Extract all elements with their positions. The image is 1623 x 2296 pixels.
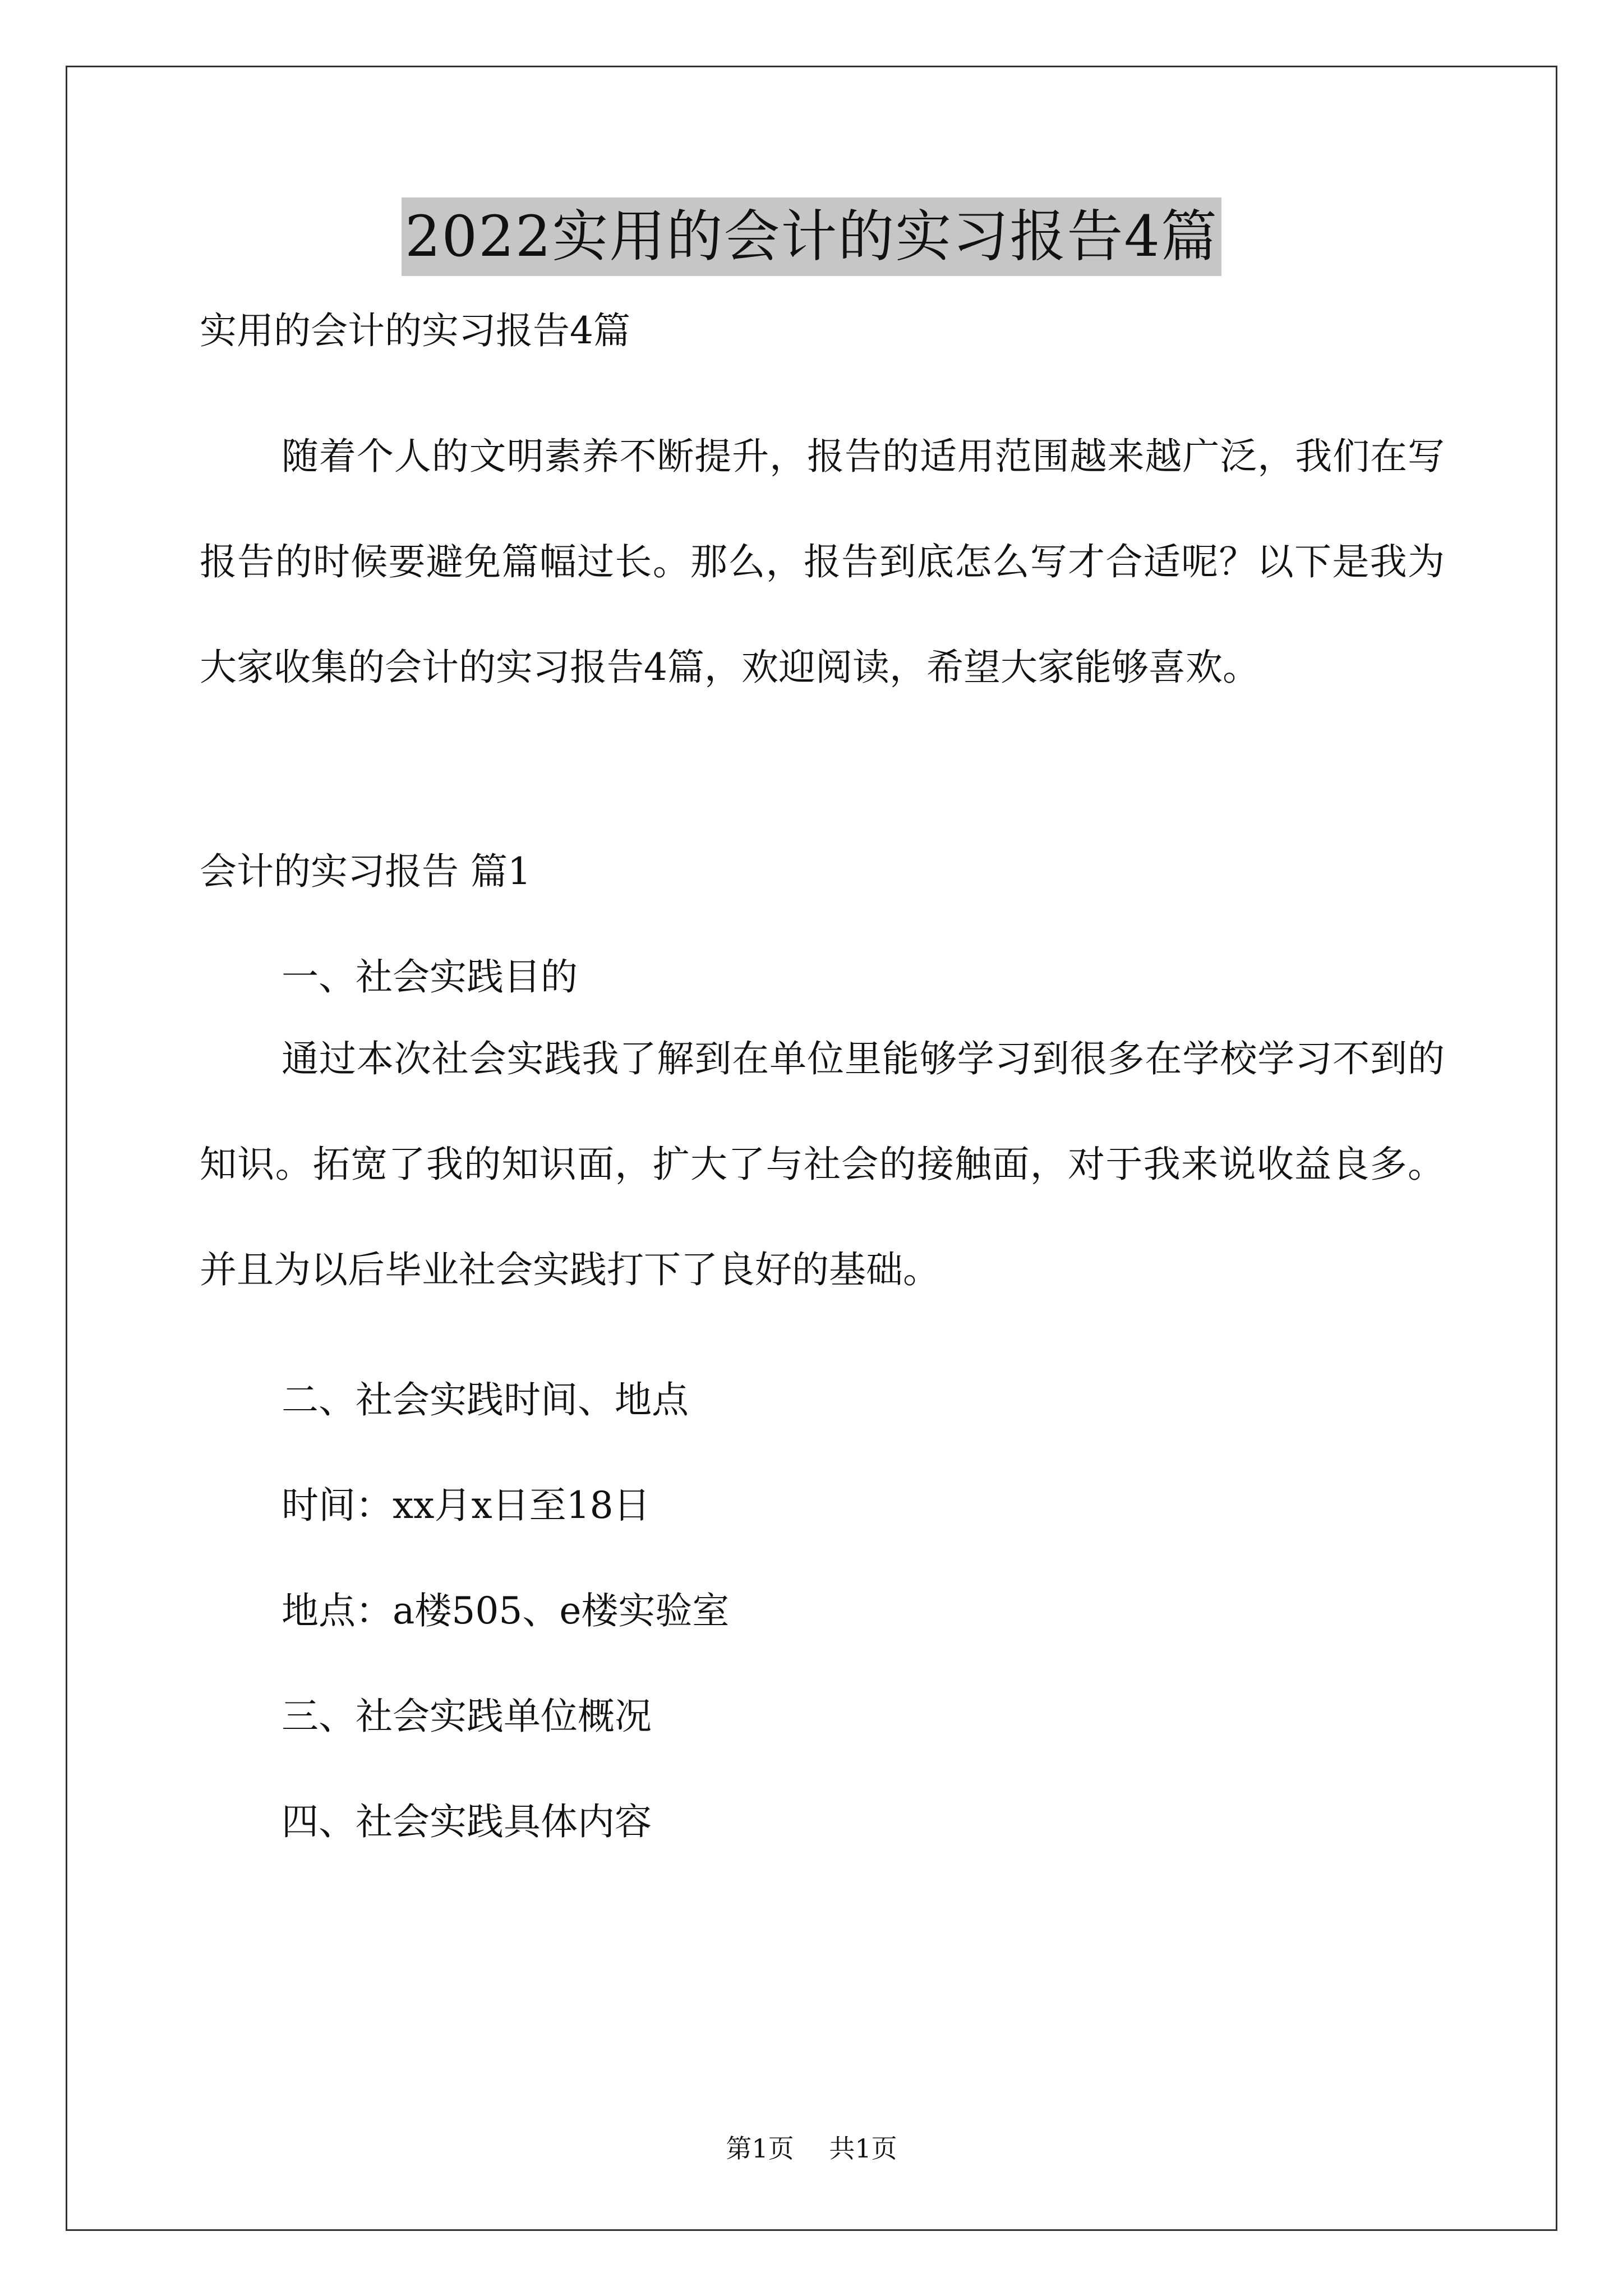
section-title: 会计的实习报告 篇1: [200, 850, 531, 893]
document-title: 2022实用的会计的实习报告4篇: [402, 197, 1221, 276]
place-line: 地点：a楼505、e楼实验室: [282, 1589, 730, 1632]
heading-time-place: 二、社会实践时间、地点: [282, 1378, 689, 1421]
title-container: [0, 197, 1623, 276]
document-subtitle: 实用的会计的实习报告4篇: [200, 309, 630, 352]
heading-purpose: 一、社会实践目的: [282, 955, 578, 999]
body-purpose: 通过本次社会实践我了解到在单位里能够学习到很多在学校学习不到的知识。拓宽了我的知识面，扩大了与社会的接触面，对于我来说收益良多。并且为以后毕业社会实践打下了良好的基础。: [200, 1037, 1445, 1291]
page-number: 第1页: [726, 2133, 794, 2164]
document-body: [200, 303, 1445, 1850]
page-total: 共1页: [829, 2133, 897, 2164]
intro-paragraph: 随着个人的文明素养不断提升，报告的适用范围越来越广泛，我们在写报告的时候要避免篇幅过长。那么，报告到底怎么写才合适呢？以下是我为大家收集的会计的实习报告4篇，欢迎阅读，希望大家能够喜欢。: [200, 435, 1445, 689]
time-line: 时间：xx月x日至18日: [282, 1484, 651, 1527]
heading-content: 四、社会实践具体内容: [282, 1800, 652, 1843]
page-footer: [0, 2129, 1623, 2168]
heading-overview: 三、社会实践单位概况: [282, 1695, 652, 1738]
